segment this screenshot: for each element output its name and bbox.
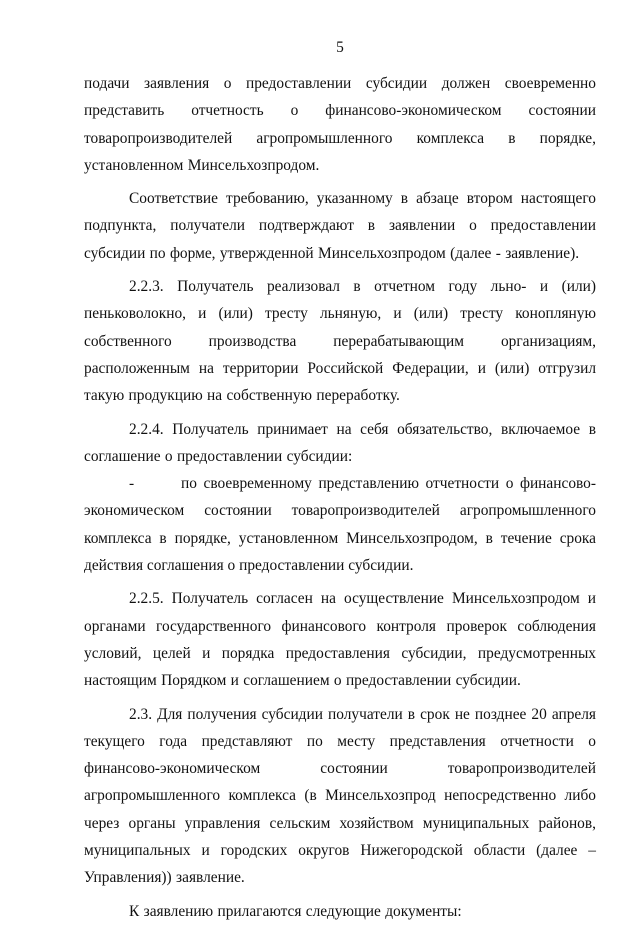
paragraph-2-2-3: 2.2.3. Получатель реализовал в отчетном году льно- и (или) пеньковолокно, и (или) тресту льняную, и (или) тресту конопляную собственного производства перерабатывающим организациям, расположенным на территории Российской Федерации, и (или) отгрузил такую продукцию на собственную переработку. (84, 278, 596, 405)
paragraph-requirement-confirmation: Соответствие требованию, указанному в абзаце втором настоящего подпункта, получатели подтверждают в заявлении о предоставлении субсидии по форме, утвержденной Минсельхозпродом (далее - заявление). (84, 190, 596, 262)
paragraph-2-2-4: 2.2.4. Получатель принимает на себя обязательство, включаемое в соглашение о предоставлении субсидии: (84, 420, 596, 465)
bullet-item-reporting (84, 470, 596, 579)
bullet-item-text: по своевременному представлению отчетности о финансово-экономическом состоянии товаропроизводителей агропромышленного комплекса в порядке, установленном Минсельхозпродом, в течение срока действия соглашения о предоставлении субсидии. (84, 475, 596, 575)
paragraph-2-3: 2.3. Для получения субсидии получатели в срок не позднее 20 апреля текущего года представляют по месту представления отчетности о финансово-экономическом состоянии товаропроизводителей агропромышленного комплекса (в Минсельхозпрод непосредственно либо через органы управления сельским хозяйством муниципальных районов, муниципальных и городских округов Нижегородской области (далее – Управления)) заявление. (84, 705, 596, 887)
paragraph-2-2-5: 2.2.5. Получатель согласен на осуществление Минсельхозпродом и органами государственного финансового контроля проверок соблюдения условий, целей и порядка предоставления субсидии, предусмотренных настоящим Порядком и соглашением о предоставлении субсидии. (84, 590, 596, 690)
paragraph-attachments-intro: К заявлению прилагаются следующие документы: (129, 902, 462, 920)
paragraph-continuation: подачи заявления о предоставлении субсидии должен своевременно представить отчетность о финансово-экономическом состоянии товаропроизводителей агропромышленного комплекса в порядке, установленном Минсельхозпродом. (84, 75, 596, 174)
page-number: 5 (336, 39, 344, 56)
bullet-dash: - (129, 475, 135, 493)
